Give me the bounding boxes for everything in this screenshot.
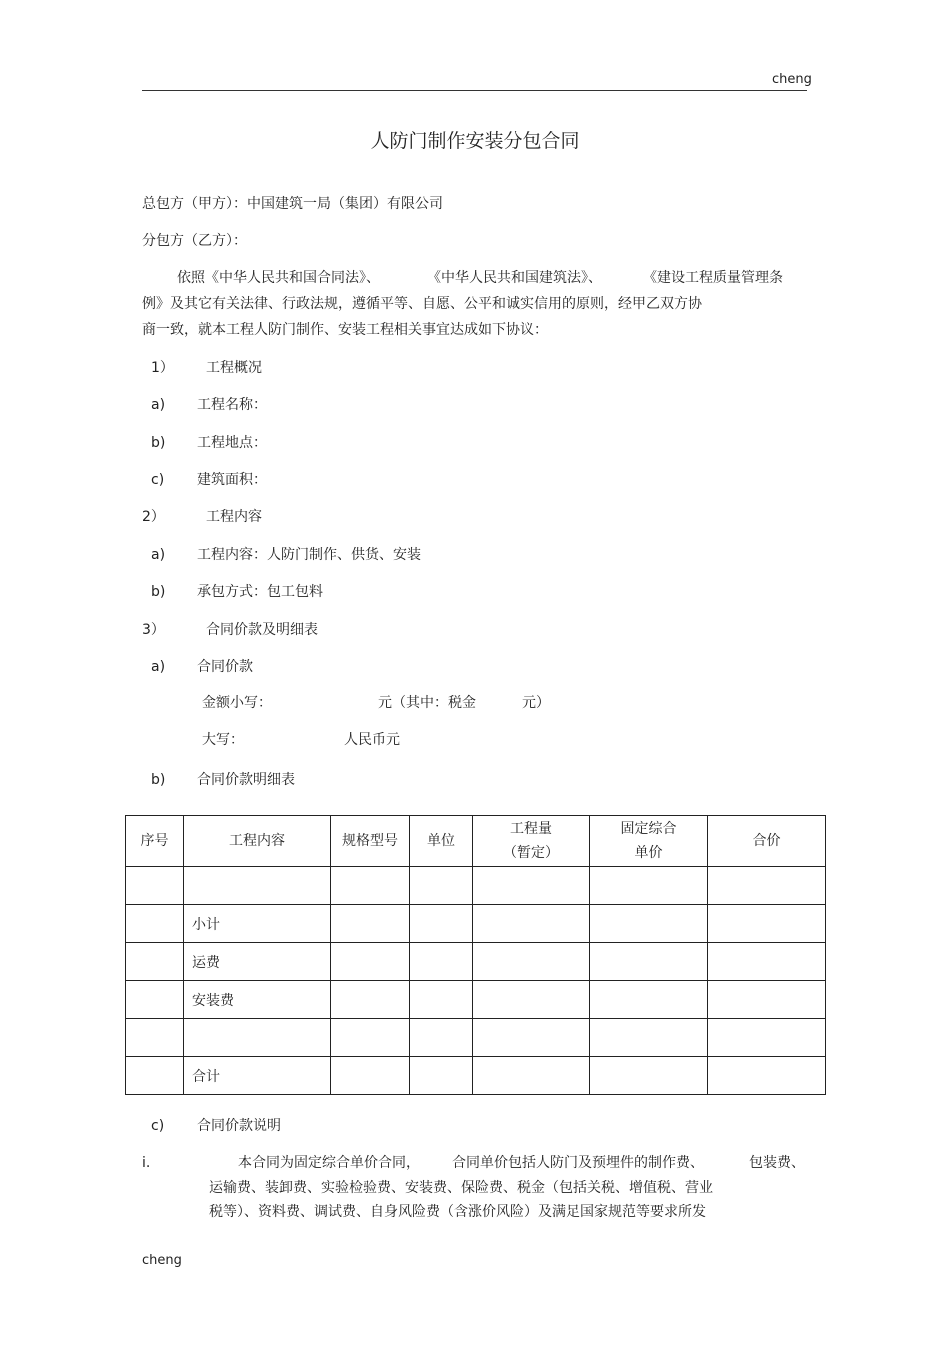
explanation-line3: 税等）、资料费、调试费、自身风险费（含涨价风险）及满足国家规范等要求所发: [209, 1204, 706, 1220]
amount-yuan-tax: 元（其中：税金: [378, 695, 476, 711]
section3-title: 合同价款及明细表: [206, 622, 318, 638]
section3-number: 3）: [142, 622, 165, 638]
header-rule: [142, 90, 807, 91]
explanation-mark: i.: [142, 1155, 151, 1171]
explanation-line2: 运输费、装卸费、实验检验费、安装费、保险费、税金（包括关税、增值税、营业: [209, 1180, 713, 1196]
amount-rmb: 人民币元: [344, 732, 400, 748]
header-text: cheng: [772, 72, 812, 87]
intro-line1-c: 《建设工程质量管理条: [643, 270, 783, 286]
s3-a-mark: a): [151, 659, 166, 675]
row-content: 合计: [184, 1057, 331, 1095]
section2-number: 2）: [142, 509, 165, 525]
document-title: 人防门制作安装分包合同: [370, 130, 580, 152]
col-header-seq: 序号: [126, 816, 184, 867]
project-name-label: 工程名称：: [197, 397, 267, 413]
explanation-line1-c: 包装费、: [749, 1155, 805, 1171]
s1-item-mark: a): [151, 397, 166, 413]
intro-line2: 例》及其它有关法律、行政法规，遵循平等、自愿、公平和诚实信用的原则，经甲乙双方协: [142, 296, 702, 312]
col-header-quantity-line1: 工程量: [510, 821, 552, 837]
table-row: [126, 1057, 826, 1095]
s3-b-mark: b): [151, 772, 166, 788]
col-header-content: 工程内容: [184, 816, 331, 867]
table-row: [126, 867, 826, 905]
explanation-line1-a: 本合同为固定综合单价合同，: [238, 1155, 420, 1171]
col-header-unit: 单位: [410, 816, 473, 867]
s1-item-mark: b): [151, 435, 166, 451]
building-area-label: 建筑面积：: [197, 472, 267, 488]
section1-title: 工程概况: [206, 360, 262, 376]
table-row: [126, 1019, 826, 1057]
price-explanation-label: 合同价款说明: [197, 1118, 281, 1134]
subcontractor: 分包方（乙方）：: [142, 233, 247, 249]
row-content: 运费: [184, 943, 331, 981]
table-row: [126, 905, 826, 943]
s2-item-mark: b): [151, 584, 166, 600]
amount-big-label: 大写：: [202, 732, 244, 748]
intro-line3: 商一致，就本工程人防门制作、安装工程相关事宜达成如下协议：: [142, 322, 548, 338]
col-header-total: 合价: [708, 816, 826, 867]
row-content: 安装费: [184, 981, 331, 1019]
s3-c-mark: c): [151, 1118, 165, 1134]
amount-yuan-close: 元）: [522, 695, 550, 711]
project-content: 工程内容：人防门制作、供货、安装: [197, 547, 421, 563]
table-row: [126, 943, 826, 981]
row-content: 小计: [184, 905, 331, 943]
project-location-label: 工程地点：: [197, 435, 267, 451]
explanation-line1-b: 合同单价包括人防门及预埋件的制作费、: [452, 1155, 704, 1171]
contract-method: 承包方式：包工包料: [197, 584, 323, 600]
price-detail-table: [125, 815, 826, 1095]
contract-price-label: 合同价款: [197, 659, 253, 675]
section2-title: 工程内容: [206, 509, 262, 525]
intro-line1-b: 《中华人民共和国建筑法》、: [427, 270, 602, 286]
table-header-row: [126, 816, 826, 867]
general-contractor: 总包方（甲方）：中国建筑一局（集团）有限公司: [142, 196, 443, 212]
s1-item-mark: c): [151, 472, 165, 488]
col-header-quantity: [473, 816, 590, 867]
s2-item-mark: a): [151, 547, 166, 563]
row-content: [184, 1019, 331, 1057]
col-header-unit-price: [590, 816, 708, 867]
footer-text: cheng: [142, 1253, 182, 1268]
price-table-label: 合同价款明细表: [197, 772, 295, 788]
table-row: [126, 981, 826, 1019]
col-header-unit-price-line1: 固定综合: [620, 821, 677, 837]
amount-small-label: 金额小写：: [202, 695, 272, 711]
col-header-unit-price-line2: 单价: [634, 845, 663, 861]
section1-number: 1）: [151, 360, 174, 376]
col-header-quantity-line2: （暂定）: [503, 845, 559, 861]
col-header-spec: 规格型号: [331, 816, 410, 867]
row-content: [184, 867, 331, 905]
intro-line1-a: 依照《中华人民共和国合同法》、: [177, 270, 380, 286]
